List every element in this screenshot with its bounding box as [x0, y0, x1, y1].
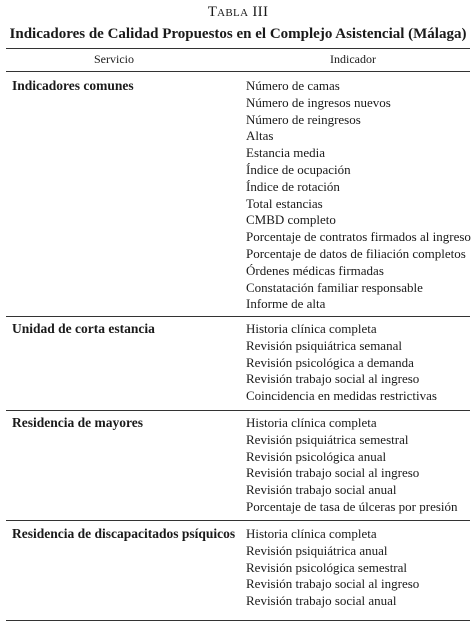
service-name: Indicadores comunes — [12, 78, 134, 93]
indicator-list — [246, 78, 471, 313]
indicator-item: Órdenes médicas firmadas — [246, 262, 384, 278]
indicator-item: Porcentaje de contratos firmados al ingreso — [246, 229, 471, 245]
indicator-item: Número de camas — [246, 78, 340, 93]
indicator-item: Revisión psiquiátrica anual — [246, 542, 388, 558]
indicator-item: Revisión trabajo social al ingreso — [246, 465, 420, 481]
indicator-item: Revisión psiquiátrica semanal — [246, 337, 402, 353]
indicator-item: Revisión trabajo social al ingreso — [246, 576, 420, 592]
bottom-rule — [6, 620, 470, 621]
top-rule — [6, 48, 470, 49]
section-divider — [6, 316, 470, 317]
indicator-item: Número de reingresos — [246, 111, 361, 127]
indicator-item: Porcentaje de datos de filiación completos — [246, 245, 466, 261]
indicator-item: Revisión psicológica anual — [246, 448, 387, 464]
indicator-item: Revisión psicológica a demanda — [246, 354, 414, 370]
indicator-item: Porcentaje de tasa de úlceras por presión — [246, 498, 458, 514]
indicator-item: Coincidencia en medidas restrictivas — [246, 388, 437, 404]
indicator-item: CMBD completo — [246, 212, 336, 228]
service-name: Residencia de discapacitados psíquicos — [12, 526, 236, 541]
section-divider — [6, 410, 470, 411]
service-name: Residencia de mayores — [12, 415, 143, 430]
header-rule — [6, 71, 470, 72]
indicator-item: Revisión trabajo social al ingreso — [246, 371, 420, 387]
indicator-item: Historia clínica completa — [246, 526, 377, 541]
indicator-item: Informe de alta — [246, 296, 326, 312]
indicator-list — [246, 526, 419, 610]
indicator-list — [246, 415, 458, 516]
indicator-item: Revisión psiquiátrica semestral — [246, 431, 409, 447]
indicator-item: Revisión trabajo social anual — [246, 593, 397, 609]
column-header-indicador: Indicador — [330, 52, 376, 66]
indicator-item: Historia clínica completa — [246, 321, 377, 336]
indicator-item: Número de ingresos nuevos — [246, 94, 391, 110]
indicator-item: Estancia media — [246, 145, 326, 161]
indicator-item: Índice de rotación — [246, 178, 340, 194]
indicator-item: Total estancias — [246, 195, 323, 211]
indicator-item: Altas — [246, 128, 274, 144]
service-name: Unidad de corta estancia — [12, 321, 155, 336]
indicator-item: Constatación familiar responsable — [246, 279, 423, 295]
indicator-item: Revisión psicológica semestral — [246, 559, 408, 575]
section-divider — [6, 520, 470, 521]
table-label: Tabla III — [207, 4, 269, 20]
indicator-item: Historia clínica completa — [246, 415, 377, 430]
indicator-list — [246, 321, 437, 405]
column-header-servicio: Servicio — [94, 52, 134, 66]
table-title: Indicadores de Calidad Propuestos en el Complejo Asistencial (Málaga) — [9, 26, 467, 42]
indicator-item: Revisión trabajo social anual — [246, 482, 397, 498]
indicator-item: Índice de ocupación — [246, 161, 351, 177]
